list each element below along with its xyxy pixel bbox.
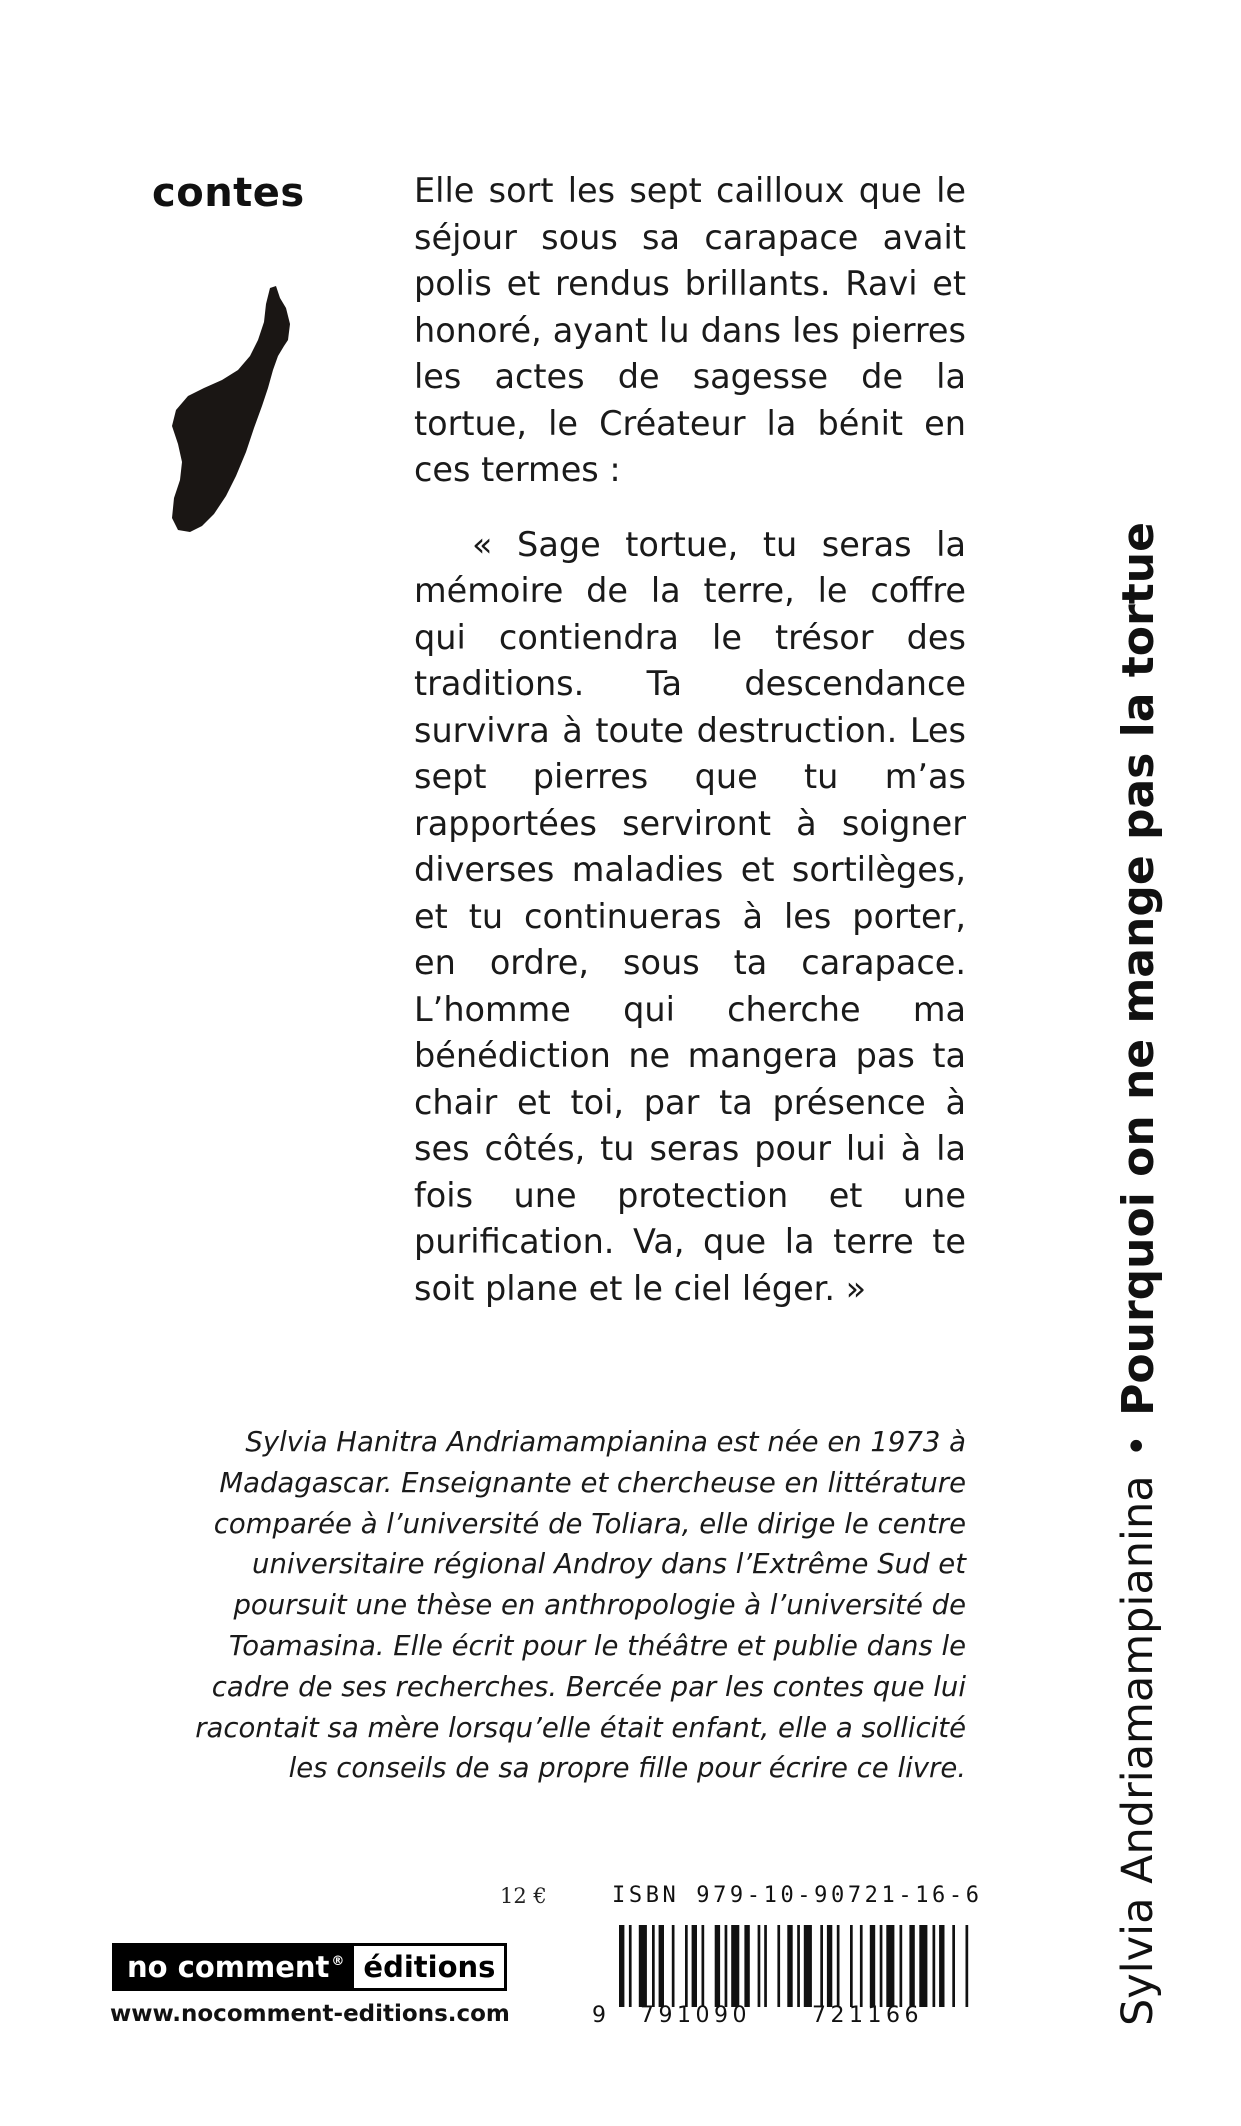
barcode-bar	[777, 1925, 780, 2007]
barcode-bar	[702, 1925, 705, 2007]
barcode-bar	[900, 1925, 903, 2007]
barcode-bar	[787, 1925, 792, 2007]
barcode-bar	[909, 1925, 914, 2007]
story-excerpt	[414, 168, 966, 1312]
logo-dark-part	[115, 1946, 354, 1988]
barcode-bar	[715, 1925, 720, 2007]
barcode-bar	[639, 1925, 647, 2007]
barcode-bar	[919, 1925, 927, 2007]
barcode-bar	[850, 1925, 853, 2007]
publisher-url[interactable]: www.nocomment-editions.com	[110, 2001, 510, 2027]
excerpt-quote-paragraph: « Sage tortue, tu seras la mémoire de la terre, le coffre qui contiendra le trésor des traditions. Ta descendance survivra à toute destruction. Les sept pierres que tu m’as rapportées serviront à soigner diverses maladies et sortilèges, et tu continueras à les porter, en ordre, sous ta carapace. L’homme qui cherche ma bénédiction ne mangera pas ta chair et toi, par ta présence à ses côtés, tu seras pour lui à la fois une protection et une purification. Va, que la terre te soit plane et le ciel léger. »	[414, 524, 966, 1308]
bio-line: Toamasina. Elle écrit pour le théâtre et publie dans le	[228, 1629, 966, 1662]
price: 12 €	[500, 1884, 547, 1908]
excerpt-paragraph: Elle sort les sept cailloux que le séjour sous sa carapace avait polis et rendus brillants. Ravi et honoré, ayant lu dans les pierres les actes de sagesse de la tortue, le Créateur la bénit en ces termes :	[414, 171, 966, 489]
barcode-bar	[758, 1925, 761, 2007]
madagascar-map-icon	[170, 284, 294, 534]
barcode-bar	[629, 1925, 632, 2007]
barcode-bar	[939, 1925, 944, 2007]
barcode-bar	[966, 1925, 969, 2007]
bio-line: comparée à l’université de Toliara, elle dirige le centre	[213, 1507, 966, 1540]
barcode-bar	[952, 1925, 955, 2007]
genre-label: contes	[152, 170, 305, 216]
barcode-bar	[804, 1925, 812, 2007]
barcode-bar	[886, 1925, 894, 2007]
publisher-logo	[112, 1943, 507, 1991]
bio-line: universitaire régional Androy dans l’Extrême Sud et	[252, 1548, 966, 1581]
spine-title: Pourquoi on ne mange pas la tortue	[1112, 522, 1164, 1416]
barcode-bar	[797, 1925, 800, 2007]
barcode-bar	[764, 1925, 767, 2007]
author-biography	[136, 1422, 966, 1789]
bio-line: Sylvia Hanitra Andriamampianina est née en 1973 à	[245, 1426, 966, 1458]
barcode-bar	[725, 1925, 728, 2007]
spine-text	[1108, 146, 1168, 2026]
barcode-bar	[880, 1925, 883, 2007]
barcode-bar	[870, 1925, 875, 2007]
barcode-bar	[827, 1925, 832, 2007]
barcode-bar	[933, 1925, 936, 2007]
barcode-bar	[652, 1925, 655, 2007]
barcode-bar	[820, 1925, 823, 2007]
barcode-bar	[619, 1925, 624, 2007]
logo-dark-text: no comment	[127, 1950, 330, 1984]
bio-line: cadre de ses recherches. Bercée par les contes que lui	[211, 1670, 966, 1703]
spine-separator: •	[1115, 1433, 1161, 1458]
barcode-bar	[692, 1925, 697, 2007]
registered-mark: ®	[331, 1953, 345, 1969]
barcode-bar	[860, 1925, 863, 2007]
barcode-bar	[685, 1925, 688, 2007]
isbn-label: ISBN 979-10-90721-16-6	[612, 1883, 983, 1908]
barcode-bar	[672, 1925, 675, 2007]
barcode-bar	[744, 1925, 749, 2007]
bio-line: poursuit une thèse en anthropologie à l’université de	[233, 1589, 966, 1622]
logo-light-text: éditions	[354, 1946, 504, 1988]
spine-author: Sylvia Andriamampianina	[1113, 1475, 1163, 2026]
bio-line: racontait sa mère lorsqu’elle était enfant, elle a sollicité	[195, 1711, 966, 1744]
barcode-icon	[615, 1925, 975, 2007]
barcode-bar	[837, 1925, 840, 2007]
barcode-digits-right: 721166	[812, 2003, 923, 2028]
barcode-bar	[731, 1925, 739, 2007]
barcode-bar	[659, 1925, 664, 2007]
bio-line: les conseils de sa propre fille pour écrire ce livre.	[288, 1752, 966, 1785]
barcode-digits-left: 791090	[640, 2003, 751, 2028]
bio-line: Madagascar. Enseignante et chercheuse en littérature	[219, 1466, 966, 1499]
barcode-digit-first: 9	[592, 2003, 611, 2028]
